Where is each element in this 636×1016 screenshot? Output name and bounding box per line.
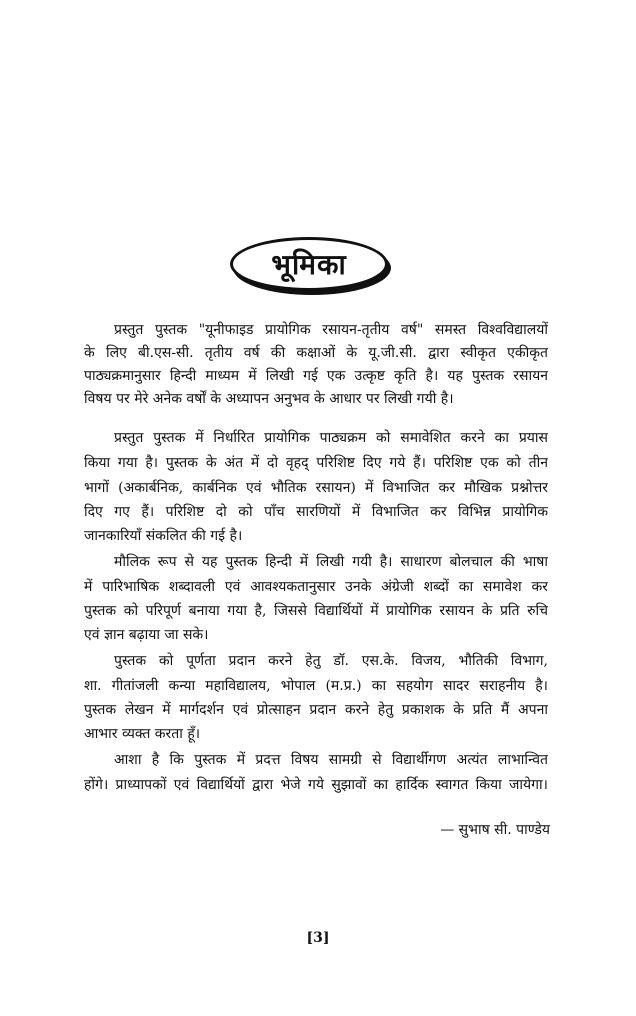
text-line: पुस्तक को परिपूर्ण बनाया गया है, जिससे विद्यार्थियों में प्रायोगिक रसायन के प्रति रुचि [84,603,548,619]
author-signature: — सुभाष सी. पाण्डेय [440,822,550,838]
text-line: जानकारियाँ संकलित की गई है। [84,528,243,544]
text-line: दिए गए हैं। परिशिष्ट दो को पाँच सारणियों में विभाजित कर विभिन्न प्रायोगिक [84,504,548,520]
page-title: भूमिका [271,248,347,281]
text-line: पाठ्यक्रमानुसार हिन्दी माध्यम में लिखी गई एक उत्कृष्ट कृति है। यह पुस्तक रसायन [84,368,548,384]
text-line: विषय पर मेरे अनेक वर्षों के अध्यापन अनुभव के आधार पर लिखी गयी है। [84,391,454,407]
text-line: किया गया है। पुस्तक के अंत में दो वृहद् परिशिष्ट दिए गये हैं। परिशिष्ट एक को तीन [84,455,548,471]
text-line: भागों (अकार्बनिक, कार्बनिक एवं भौतिक रसायन) में विभाजित कर मौखिक प्रश्नोत्तर [84,480,548,496]
text-line: के लिए बी.एस-सी. तृतीय वर्ष की कक्षाओं के यू.जी.सी. द्वारा स्वीकृत एकीकृत [84,345,548,361]
text-line: आशा है कि पुस्तक में प्रदत्त विषय सामग्री से विद्यार्थीगण अत्यंत लाभान्वित [114,752,548,768]
text-line: पुस्तक लेखन में मार्गदर्शन एवं प्रोत्साहन प्रदान करने हेतु प्रकाशक के प्रति मैं अपना [84,702,548,718]
text-line: होंगे। प्राध्यापकों एवं विद्यार्थियों द्वारा भेजे गये सुझावों का हार्दिक स्वागत किया जायेगा। [84,777,548,793]
text-line: एवं ज्ञान बढ़ाया जा सके। [84,627,209,643]
text-line: प्रस्तुत पुस्तक "यूनीफाइड प्रायोगिक रसायन-तृतीय वर्ष" समस्त विश्वविद्यालयों [114,322,548,338]
text-line: आभार व्यक्त करता हूँ। [84,726,201,742]
text-line: पुस्तक को पूर्णता प्रदान करने हेतु डॉ. एस.के. विजय, भौतिकी विभाग, [114,653,548,669]
text-line: प्रस्तुत पुस्तक में निर्धारित प्रायोगिक पाठ्यक्रम को समावेशित करने का प्रयास [114,430,548,446]
page-number: [3] [306,930,330,946]
text-line: में पारिभाषिक शब्दावली एवं आवश्यकतानुसार उनके अंग्रेजी शब्दों का समावेश कर [84,579,548,595]
heading-oval [230,237,388,291]
text-line: मौलिक रूप से यह पुस्तक हिन्दी में लिखी गयी है। साधारण बोलचाल की भाषा [114,554,548,570]
text-line: शा. गीतांजली कन्या महाविद्यालय, भोपाल (म.प्र.) का सहयोग सादर सराहनीय है। [84,678,548,694]
